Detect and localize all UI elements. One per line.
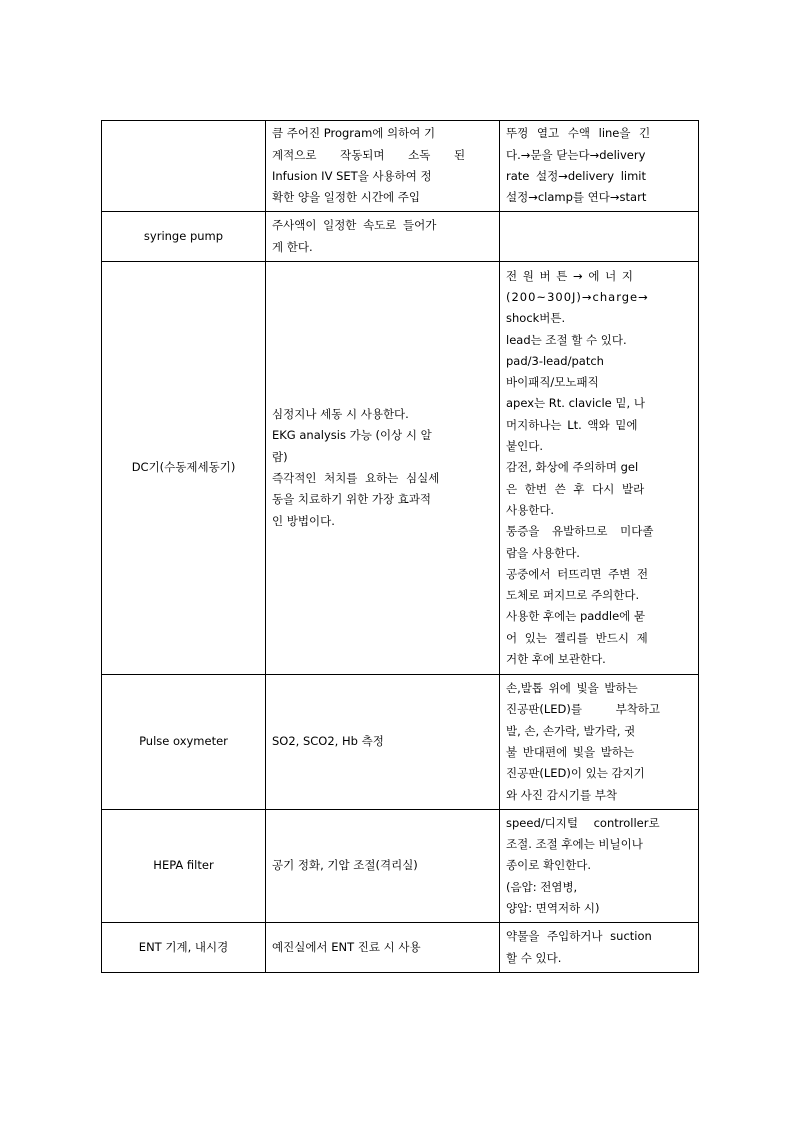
description-line: 인 방법이다. — [272, 513, 335, 528]
usage-line: apex는 Rt. clavicle 밑, 나 — [506, 396, 645, 411]
table-row — [102, 212, 699, 262]
usage-line: (200~300J)→charge→ — [506, 289, 649, 304]
description-line: 즉각적인 처치를 요하는 심실세 — [272, 471, 440, 485]
equipment-name-cell — [102, 262, 266, 675]
description-line: 게 한다. — [272, 239, 313, 254]
description-line: 큼 주어진 Program에 의하여 기 — [272, 126, 436, 141]
usage-line: 약물을 주입하거나 suction — [506, 929, 652, 944]
usage-cell — [500, 262, 699, 675]
equipment-table-body — [102, 121, 699, 973]
equipment-name-cell — [102, 923, 266, 973]
usage-line: 통증을 유발하므로 미다졸 — [506, 524, 654, 539]
usage-line: 다.→문을 닫는다→delivery — [506, 147, 646, 162]
usage-line: 바이패직/모노패직 — [506, 375, 599, 390]
usage-line: 감전, 화상에 주의하며 gel — [506, 460, 639, 475]
table-row — [102, 923, 699, 973]
usage-line: 양압: 면역저하 시) — [506, 900, 600, 915]
usage-line: shock버튼. — [506, 311, 566, 326]
description-line: 예진실에서 ENT 진료 시 사용 — [272, 939, 421, 954]
table-row — [102, 121, 699, 212]
usage-line: pad/3-lead/patch — [506, 353, 604, 368]
usage-line: 공중에서 터뜨리면 주변 전 — [506, 566, 649, 581]
usage-line: 종이로 확인한다. — [506, 858, 592, 873]
usage-line: 와 사진 감시기를 부착 — [506, 787, 617, 802]
description-cell — [266, 675, 500, 810]
usage-cell — [500, 212, 699, 262]
table-row — [102, 675, 699, 810]
usage-line: rate 설정→delivery limit — [506, 169, 647, 183]
equipment-name-cell — [102, 121, 266, 212]
description-cell — [266, 810, 500, 923]
usage-line: 도체로 퍼지므로 주의한다. — [506, 588, 640, 603]
usage-line: 붙인다. — [506, 439, 543, 454]
description-cell — [266, 212, 500, 262]
description-line: 주사액이 일정한 속도로 들어가 — [272, 218, 437, 233]
description-line: 심정지나 세동 시 사용한다. — [272, 407, 409, 422]
usage-line: 조절. 조절 후에는 비닐이나 — [506, 837, 643, 852]
description-cell — [266, 262, 500, 675]
description-line: Infusion IV SET을 사용하여 정 — [272, 169, 432, 183]
equipment-name-cell — [102, 675, 266, 810]
usage-line: 거한 후에 보관한다. — [506, 652, 606, 667]
equipment-name: ENT 기계, 내시경 — [138, 939, 229, 954]
usage-cell — [500, 121, 699, 212]
description-line: 동을 치료하기 위한 가장 효과적 — [272, 492, 432, 507]
usage-line: 불 반대편에 빛을 발하는 — [506, 745, 635, 759]
description-line: 확한 양을 일정한 시간에 주입 — [272, 190, 420, 205]
equipment-table — [101, 120, 699, 973]
description-cell — [266, 121, 500, 212]
description-cell — [266, 923, 500, 973]
usage-line: 발, 손, 손가락, 발가락, 귓 — [506, 723, 636, 738]
table-row — [102, 810, 699, 923]
usage-cell — [500, 675, 699, 810]
description-line: SO2, SCO2, Hb 측정 — [272, 734, 384, 749]
usage-line: 설정→clamp를 연다→start — [506, 190, 647, 205]
equipment-name: DC기(수동제세동기) — [131, 460, 236, 475]
description-line: 공기 정화, 기압 조절(격리실) — [272, 858, 418, 873]
usage-line: 손,발톱 위에 빛을 발하는 — [506, 681, 638, 696]
usage-line: 어 있는 젤리를 반드시 제 — [506, 630, 648, 645]
equipment-name: HEPA filter — [153, 858, 214, 873]
table-row — [102, 262, 699, 675]
usage-line: 머지하나는 Lt. 액와 밑에 — [506, 417, 638, 432]
equipment-name-cell — [102, 212, 266, 262]
description-line: 람) — [272, 449, 288, 464]
usage-line: lead는 조절 할 수 있다. — [506, 332, 627, 347]
equipment-name: Pulse oxymeter — [139, 734, 228, 749]
usage-line: 뚜껑 열고 수액 line을 긴 — [506, 126, 651, 141]
equipment-name-cell — [102, 810, 266, 923]
usage-line: (음압: 전염병, — [506, 879, 578, 894]
usage-cell — [500, 810, 699, 923]
usage-line: 람을 사용한다. — [506, 545, 580, 560]
usage-line: 사용한 후에는 paddle에 묻 — [506, 609, 646, 624]
usage-line: 은 한번 쓴 후 다시 발라 — [506, 481, 645, 496]
usage-line: 사용한다. — [506, 502, 555, 517]
description-line: EKG analysis 가능 (이상 시 알 — [272, 428, 432, 443]
usage-line: 전 원 버 튼 → 에 너 지 — [506, 268, 633, 283]
equipment-name: syringe pump — [143, 228, 224, 243]
usage-line: 진공판(LED)를 부착하고 — [506, 702, 661, 717]
usage-line: 할 수 있다. — [506, 950, 562, 965]
usage-cell — [500, 923, 699, 973]
usage-line: speed/디지털 controller로 — [506, 815, 660, 830]
description-line: 계적으로 작동되며 소독 된 — [272, 147, 466, 162]
usage-line: 진공판(LED)이 있는 감지기 — [506, 766, 645, 781]
